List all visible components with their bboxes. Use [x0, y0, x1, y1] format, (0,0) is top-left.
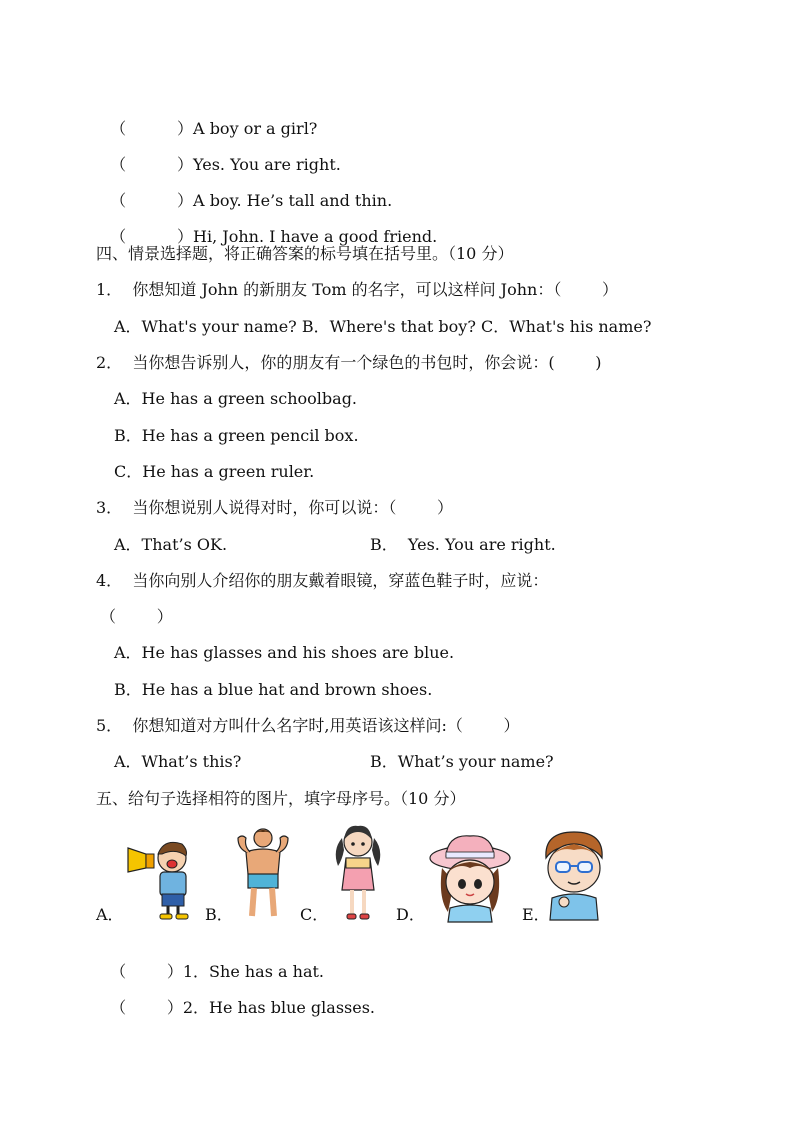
q2-option-b: B．He has a green pencil box. — [114, 426, 359, 445]
answer-blank[interactable]: （ ） — [110, 191, 194, 210]
picture-label-a: A． — [96, 905, 124, 924]
q4-option-b: B．He has a blue hat and brown shoes. — [114, 680, 433, 699]
answer-blank[interactable]: （ ） — [110, 155, 194, 174]
answer-blank[interactable]: （ ） — [110, 998, 183, 1017]
q2-stem: 2． 当你想告诉别人，你的朋友有一个绿色的书包时，你会说：( ) — [96, 353, 602, 372]
q5-stem: 5． 你想知道对方叫什么名字时,用英语该这样问:（ ） — [96, 716, 520, 735]
picture-label-d: D． — [396, 905, 425, 924]
dialogue-line — [100, 135, 341, 175]
dialogue-line — [100, 171, 392, 211]
q5-option-b: B．What’s your name? — [370, 752, 554, 771]
girl-pigtails-icon — [328, 820, 388, 922]
section5-title: 五、给句子选择相符的图片，填字母序号。（10 分） — [96, 789, 466, 808]
q5-option-a: A．What’s this? — [114, 752, 242, 771]
q2-option-c: C．He has a green ruler. — [114, 462, 315, 481]
q4-option-a: A．He has glasses and his shoes are blue. — [114, 643, 455, 662]
answer-blank[interactable]: （ ） — [110, 227, 194, 246]
q1-stem: 1． 你想知道 John 的新朋友 Tom 的名字，可以这样问 John：（ ） — [96, 280, 619, 299]
q3-option-a: A．That’s OK. — [114, 535, 228, 554]
dialogue-text: Yes. You are right. — [193, 155, 341, 174]
boy-glasses-icon — [538, 828, 610, 922]
answer-blank[interactable]: （ ） — [110, 962, 183, 981]
dialogue-line — [100, 99, 317, 139]
picture-label-c: C． — [300, 905, 329, 924]
dialogue-text: A boy. He’s tall and thin. — [193, 191, 393, 210]
girl-hat-icon — [428, 832, 512, 924]
q3-option-b: B． Yes. You are right. — [370, 535, 556, 554]
answer-blank[interactable]: （ ） — [110, 119, 194, 138]
section4-title: 四、情景选择题，将正确答案的标号填在括号里。（10 分） — [96, 244, 514, 263]
match-item — [100, 978, 375, 1018]
dialogue-text: Hi, John. I have a good friend. — [193, 227, 438, 246]
strong-man-icon — [232, 826, 294, 922]
dialogue-text: A boy or a girl? — [193, 119, 318, 138]
picture-label-b: B． — [205, 905, 233, 924]
q4-stem: 4． 当你向别人介绍你的朋友戴着眼镜，穿蓝色鞋子时，应说： — [96, 571, 549, 590]
picture-label-e: E． — [522, 905, 550, 924]
q1-options: A．What's your name? B．Where's that boy? C．What's his name? — [114, 317, 652, 336]
q4-answer-blank[interactable]: （ ） — [100, 607, 173, 626]
q2-option-a: A．He has a green schoolbag. — [114, 389, 358, 408]
match-item-text: 2．He has blue glasses. — [182, 998, 376, 1017]
boy-megaphone-icon — [124, 832, 200, 922]
match-item-text: 1．She has a hat. — [182, 962, 325, 981]
dialogue-line — [100, 207, 437, 247]
q3-stem: 3． 当你想说别人说得对时，你可以说：（ ） — [96, 498, 454, 517]
match-item — [100, 942, 324, 982]
